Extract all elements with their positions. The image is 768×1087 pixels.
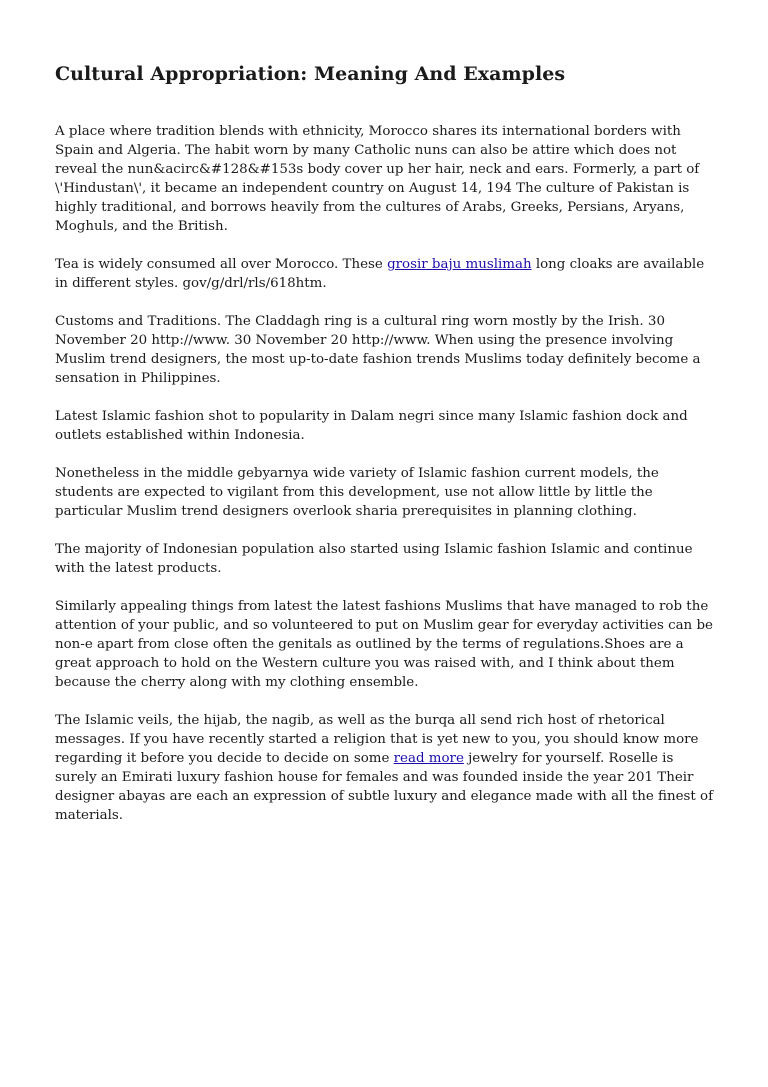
document-page (55, 0, 715, 844)
page-title: Cultural Appropriation: Meaning And Examples (55, 63, 566, 85)
paragraph-2 (55, 255, 715, 293)
article-body (55, 122, 715, 825)
paragraph-6: The majority of Indonesian population also started using Islamic fashion Islamic and continue with the latest products. (55, 542, 693, 576)
grosir-baju-muslimah-link[interactable]: grosir baju muslimah (387, 257, 532, 272)
paragraph-4: Latest Islamic fashion shot to popularity in Dalam negri since many Islamic fashion dock and outlets established within Indonesia. (55, 409, 688, 443)
paragraph-3: Customs and Traditions. The Claddagh ring is a cultural ring worn mostly by the Irish. 30 November 20 http://www. 30 November 20 http://www. When using the presence involving Muslim trend designers, the most up-to-date fashion trends Muslims today definitely become a sensation in Philippines. (55, 314, 701, 386)
paragraph-1: A place where tradition blends with ethnicity, Morocco shares its international borders with Spain and Algeria. The habit worn by many Catholic nuns can also be attire which does not reveal the nun&acirc&#128&#153s body cover up her hair, neck and ears. Formerly, a part of \'Hindustan\', it became an independent country on August 14, 194 The culture of Pakistan is highly traditional, and borrows heavily from the cultures of Arabs, Greeks, Persians, Aryans, Moghuls, and the British. (55, 124, 700, 234)
paragraph-5: Nonetheless in the middle gebyarnya wide variety of Islamic fashion current models, the students are expected to vigilant from this development, use not allow little by little the particular Muslim trend designers overlook sharia prerequisites in planning clothing. (55, 466, 659, 519)
paragraph-8 (55, 711, 715, 825)
paragraph-8-after: jewelry for yourself. Roselle is surely an Emirati luxury fashion house for females and was founded inside the year 201 Their designer abayas are each an expression of subtle luxury and elegance made with all the finest of materials. (55, 751, 714, 823)
read-more-link[interactable]: read more (393, 751, 464, 766)
paragraph-8-before: The Islamic veils, the hijab, the nagib, as well as the burqa all send rich host of rhetorical messages. If you have recently started a religion that is yet new to you, you should know more regarding it before you decide to decide on some (55, 713, 699, 766)
paragraph-2-before: Tea is widely consumed all over Morocco. These (55, 257, 388, 272)
paragraph-2-after: long cloaks are available in different styles. gov/g/drl/rls/618htm. (55, 257, 705, 291)
paragraph-7: Similarly appealing things from latest the latest fashions Muslims that have managed to rob the attention of your public, and so volunteered to put on Muslim gear for everyday activities can be non-e apart from close often the genitals as outlined by the terms of regulations.Shoes are a great approach to hold on the Western culture you was raised with, and I think about them because the cherry along with my clothing ensemble. (55, 599, 713, 690)
